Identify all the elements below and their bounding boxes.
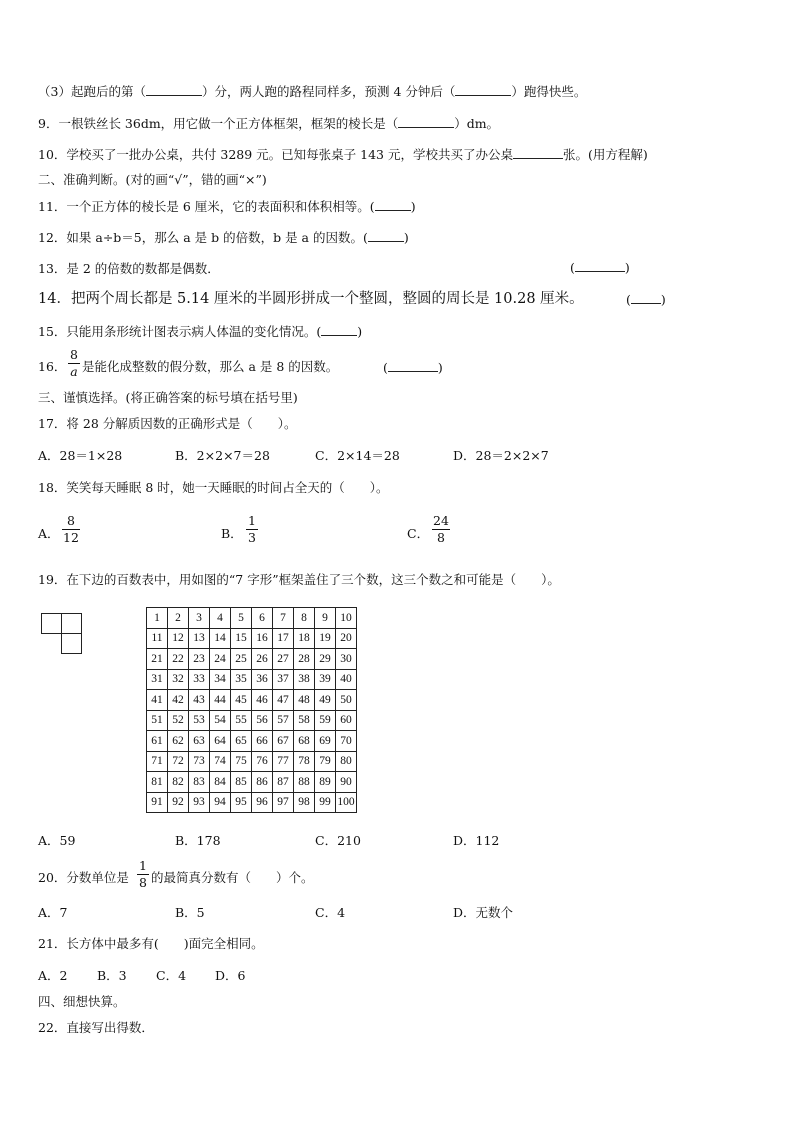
hundred-chart-cell: 65	[231, 731, 252, 752]
option-c[interactable]: C．210	[315, 833, 361, 848]
hundred-chart-cell: 45	[231, 690, 252, 711]
hundred-chart-cell: 38	[294, 669, 315, 690]
hundred-chart-cell: 82	[168, 772, 189, 793]
hundred-chart-cell: 49	[315, 690, 336, 711]
hundred-chart-cell: 97	[273, 792, 294, 813]
answer-blank[interactable]	[455, 83, 511, 96]
option-d[interactable]: D．112	[453, 833, 500, 848]
hundred-chart-cell: 27	[273, 649, 294, 670]
hundred-chart-cell: 66	[252, 731, 273, 752]
hundred-chart-cell: 25	[231, 649, 252, 670]
hundred-chart-row	[147, 772, 357, 793]
hundred-chart-cell: 41	[147, 690, 168, 711]
question-16: 16．	[38, 359, 67, 374]
answer-blank[interactable]	[146, 83, 202, 96]
hundred-chart-cell: 80	[336, 751, 357, 772]
option-b[interactable]: B．3	[97, 968, 127, 983]
hundred-chart-cell: 75	[231, 751, 252, 772]
hundred-chart-cell: 74	[210, 751, 231, 772]
hundred-chart-cell: 52	[168, 710, 189, 731]
hundred-chart-cell: 5	[231, 608, 252, 629]
answer-blank[interactable]	[321, 323, 357, 336]
seven-shape-frame-icon	[41, 613, 83, 655]
option-c[interactable]: C．4	[156, 968, 187, 983]
hundred-chart-cell: 22	[168, 649, 189, 670]
hundred-chart-cell: 88	[294, 772, 315, 793]
hundred-chart-cell: 10	[336, 608, 357, 629]
question-16-text: 是能化成整数的假分数，那么 a 是 8 的因数。	[82, 359, 339, 374]
question-13: 13．是 2 的倍数的数都是偶数．	[38, 261, 220, 276]
hundred-chart-cell: 73	[189, 751, 210, 772]
hundred-chart-cell: 53	[189, 710, 210, 731]
hundred-chart-cell: 35	[231, 669, 252, 690]
option-c[interactable]: C．2×14＝28	[315, 448, 400, 463]
hundred-chart-cell: 63	[189, 731, 210, 752]
fraction-24-over-8: 24 8	[433, 513, 449, 545]
hundred-chart-cell: 57	[273, 710, 294, 731]
hundred-chart-cell: 17	[273, 628, 294, 649]
hundred-chart-cell: 76	[252, 751, 273, 772]
section-2-heading: 二、准确判断。(对的画“√”，错的画“×”)	[38, 172, 267, 187]
hundred-chart-cell: 40	[336, 669, 357, 690]
hundred-chart-cell: 23	[189, 649, 210, 670]
option-b[interactable]: B．178	[175, 833, 221, 848]
hundred-chart-cell: 89	[315, 772, 336, 793]
hundred-chart-cell: 55	[231, 710, 252, 731]
question-21: 21．长方体中最多有( )面完全相同。	[38, 936, 264, 951]
hundred-chart-cell: 78	[294, 751, 315, 772]
hundred-chart-cell: 84	[210, 772, 231, 793]
hundred-chart-cell: 96	[252, 792, 273, 813]
fraction-1-over-3: 1 3	[246, 514, 258, 545]
hundred-chart-cell: 83	[189, 772, 210, 793]
answer-paren-14[interactable]: ( )	[626, 292, 666, 307]
hundred-chart-cell: 92	[168, 792, 189, 813]
hundred-chart-cell: 62	[168, 731, 189, 752]
hundred-chart-cell: 99	[315, 792, 336, 813]
option-a[interactable]: A．7	[38, 905, 68, 920]
hundred-chart-cell: 24	[210, 649, 231, 670]
question-12: 12．如果 a÷b＝5，那么 a 是 b 的倍数，b 是 a 的因数。( )	[38, 230, 409, 245]
option-d[interactable]: D．6	[215, 968, 246, 983]
hundred-chart-cell: 15	[231, 628, 252, 649]
hundred-chart-cell: 12	[168, 628, 189, 649]
option-c[interactable]: C．4	[315, 905, 346, 920]
section-4-heading: 四、细想快算。	[38, 994, 126, 1009]
option-b[interactable]: B．	[221, 526, 243, 541]
hundred-chart-cell: 69	[315, 731, 336, 752]
hundred-chart-cell: 28	[294, 649, 315, 670]
hundred-chart-row	[147, 628, 357, 649]
fraction-8-over-a: 8 a	[68, 348, 80, 379]
hundred-chart-cell: 71	[147, 751, 168, 772]
hundred-chart-cell: 77	[273, 751, 294, 772]
question-20: 20．分数单位是	[38, 870, 129, 885]
hundred-chart-cell: 60	[336, 710, 357, 731]
question-9: 9．一根铁丝长 36dm，用它做一个正方体框架，框架的棱长是（ ）dm。	[38, 116, 500, 131]
hundred-chart-cell: 87	[273, 772, 294, 793]
hundred-chart-cell: 29	[315, 649, 336, 670]
question-22: 22．直接写出得数．	[38, 1020, 154, 1035]
option-c[interactable]: C．	[407, 526, 430, 541]
option-d[interactable]: D．28＝2×2×7	[453, 448, 549, 463]
section-3-heading: 三、谨慎选择。(将正确答案的标号填在括号里)	[38, 390, 298, 405]
fraction-1-over-8: 1 8	[137, 859, 149, 890]
hundred-chart-cell: 2	[168, 608, 189, 629]
hundred-chart-cell: 90	[336, 772, 357, 793]
hundred-chart-cell: 64	[210, 731, 231, 752]
option-a[interactable]: A．59	[38, 833, 76, 848]
hundred-chart-cell: 33	[189, 669, 210, 690]
option-b[interactable]: B．5	[175, 905, 205, 920]
hundred-chart-cell: 54	[210, 710, 231, 731]
hundred-chart	[146, 607, 357, 813]
answer-paren-16[interactable]: ( )	[383, 360, 443, 375]
hundred-chart-cell: 6	[252, 608, 273, 629]
hundred-chart-cell: 14	[210, 628, 231, 649]
hundred-chart-cell: 3	[189, 608, 210, 629]
hundred-chart-cell: 51	[147, 710, 168, 731]
hundred-chart-cell: 95	[231, 792, 252, 813]
hundred-chart-cell: 43	[189, 690, 210, 711]
hundred-chart-row	[147, 669, 357, 690]
hundred-chart-cell: 44	[210, 690, 231, 711]
answer-blank[interactable]	[513, 146, 563, 159]
hundred-chart-cell: 21	[147, 649, 168, 670]
option-a[interactable]: A．28＝1×28	[38, 448, 123, 463]
hundred-chart-cell: 32	[168, 669, 189, 690]
hundred-chart-cell: 36	[252, 669, 273, 690]
hundred-chart-cell: 37	[273, 669, 294, 690]
hundred-chart-cell: 20	[336, 628, 357, 649]
hundred-chart-cell: 31	[147, 669, 168, 690]
answer-blank[interactable]	[631, 291, 661, 304]
hundred-chart-cell: 16	[252, 628, 273, 649]
hundred-chart-cell: 100	[336, 792, 357, 813]
answer-blank[interactable]	[575, 259, 625, 272]
hundred-chart-cell: 26	[252, 649, 273, 670]
hundred-chart-cell: 42	[168, 690, 189, 711]
hundred-chart-cell: 11	[147, 628, 168, 649]
hundred-chart-cell: 85	[231, 772, 252, 793]
hundred-chart-row	[147, 731, 357, 752]
hundred-chart-cell: 48	[294, 690, 315, 711]
answer-blank[interactable]	[368, 229, 404, 242]
question-14: 14．把两个周长都是 5.14 厘米的半圆形拼成一个整圆，整圆的周长是 10.28 厘米。	[38, 291, 584, 307]
answer-blank[interactable]	[398, 115, 454, 128]
question-20-text: 的最简真分数有（ ）个。	[151, 870, 314, 885]
hundred-chart-cell: 86	[252, 772, 273, 793]
hundred-chart-cell: 4	[210, 608, 231, 629]
hundred-chart-row	[147, 649, 357, 670]
question-15: 15．只能用条形统计图表示病人体温的变化情况。( )	[38, 324, 363, 339]
hundred-chart-cell: 58	[294, 710, 315, 731]
hundred-chart-cell: 13	[189, 628, 210, 649]
hundred-chart-row	[147, 710, 357, 731]
hundred-chart-cell: 93	[189, 792, 210, 813]
hundred-chart-cell: 72	[168, 751, 189, 772]
hundred-chart-cell: 81	[147, 772, 168, 793]
hundred-chart-row	[147, 792, 357, 813]
hundred-chart-row	[147, 751, 357, 772]
hundred-chart-cell: 70	[336, 731, 357, 752]
option-b[interactable]: B．2×2×7＝28	[175, 448, 270, 463]
hundred-chart-cell: 46	[252, 690, 273, 711]
hundred-chart-cell: 56	[252, 710, 273, 731]
fraction-8-over-12: 8 12	[63, 513, 79, 545]
hundred-chart-cell: 19	[315, 628, 336, 649]
answer-paren-13[interactable]: ( )	[570, 260, 630, 275]
hundred-chart-cell: 59	[315, 710, 336, 731]
hundred-chart-cell: 7	[273, 608, 294, 629]
question-17: 17．将 28 分解质因数的正确形式是（ ）。	[38, 416, 297, 431]
hundred-chart-cell: 34	[210, 669, 231, 690]
hundred-chart-cell: 67	[273, 731, 294, 752]
hundred-chart-cell: 68	[294, 731, 315, 752]
hundred-chart-cell: 39	[315, 669, 336, 690]
question-10: 10．学校买了一批办公桌，共付 3289 元。已知每张桌子 143 元，学校共买了办公桌 张。(用方程解)	[38, 147, 648, 162]
option-d[interactable]: D．无数个	[453, 905, 514, 920]
question-8-3: （3）起跑后的第（ ）分，两人跑的路程同样多，预测 4 分钟后（ ）跑得快些。	[38, 84, 587, 99]
hundred-chart-cell: 8	[294, 608, 315, 629]
hundred-chart-cell: 91	[147, 792, 168, 813]
hundred-chart-cell: 9	[315, 608, 336, 629]
hundred-chart-cell: 79	[315, 751, 336, 772]
hundred-chart-cell: 30	[336, 649, 357, 670]
hundred-chart-cell: 47	[273, 690, 294, 711]
hundred-chart-cell: 1	[147, 608, 168, 629]
question-18: 18．笑笑每天睡眠 8 时，她一天睡眠的时间占全天的（ ）。	[38, 480, 389, 495]
hundred-chart-cell: 61	[147, 731, 168, 752]
hundred-chart-cell: 98	[294, 792, 315, 813]
hundred-chart-row	[147, 608, 357, 629]
answer-blank[interactable]	[388, 359, 438, 372]
hundred-chart-cell: 18	[294, 628, 315, 649]
hundred-chart-row	[147, 690, 357, 711]
question-11: 11．一个正方体的棱长是 6 厘米，它的表面积和体积相等。( )	[38, 199, 416, 214]
hundred-chart-cell: 94	[210, 792, 231, 813]
option-a[interactable]: A．2	[38, 968, 68, 983]
option-a[interactable]: A．	[38, 526, 60, 541]
hundred-chart-cell: 50	[336, 690, 357, 711]
answer-blank[interactable]	[375, 198, 411, 211]
question-19: 19．在下边的百数表中，用如图的“7 字形”框架盖住了三个数，这三个数之和可能是（ ）。	[38, 572, 560, 587]
